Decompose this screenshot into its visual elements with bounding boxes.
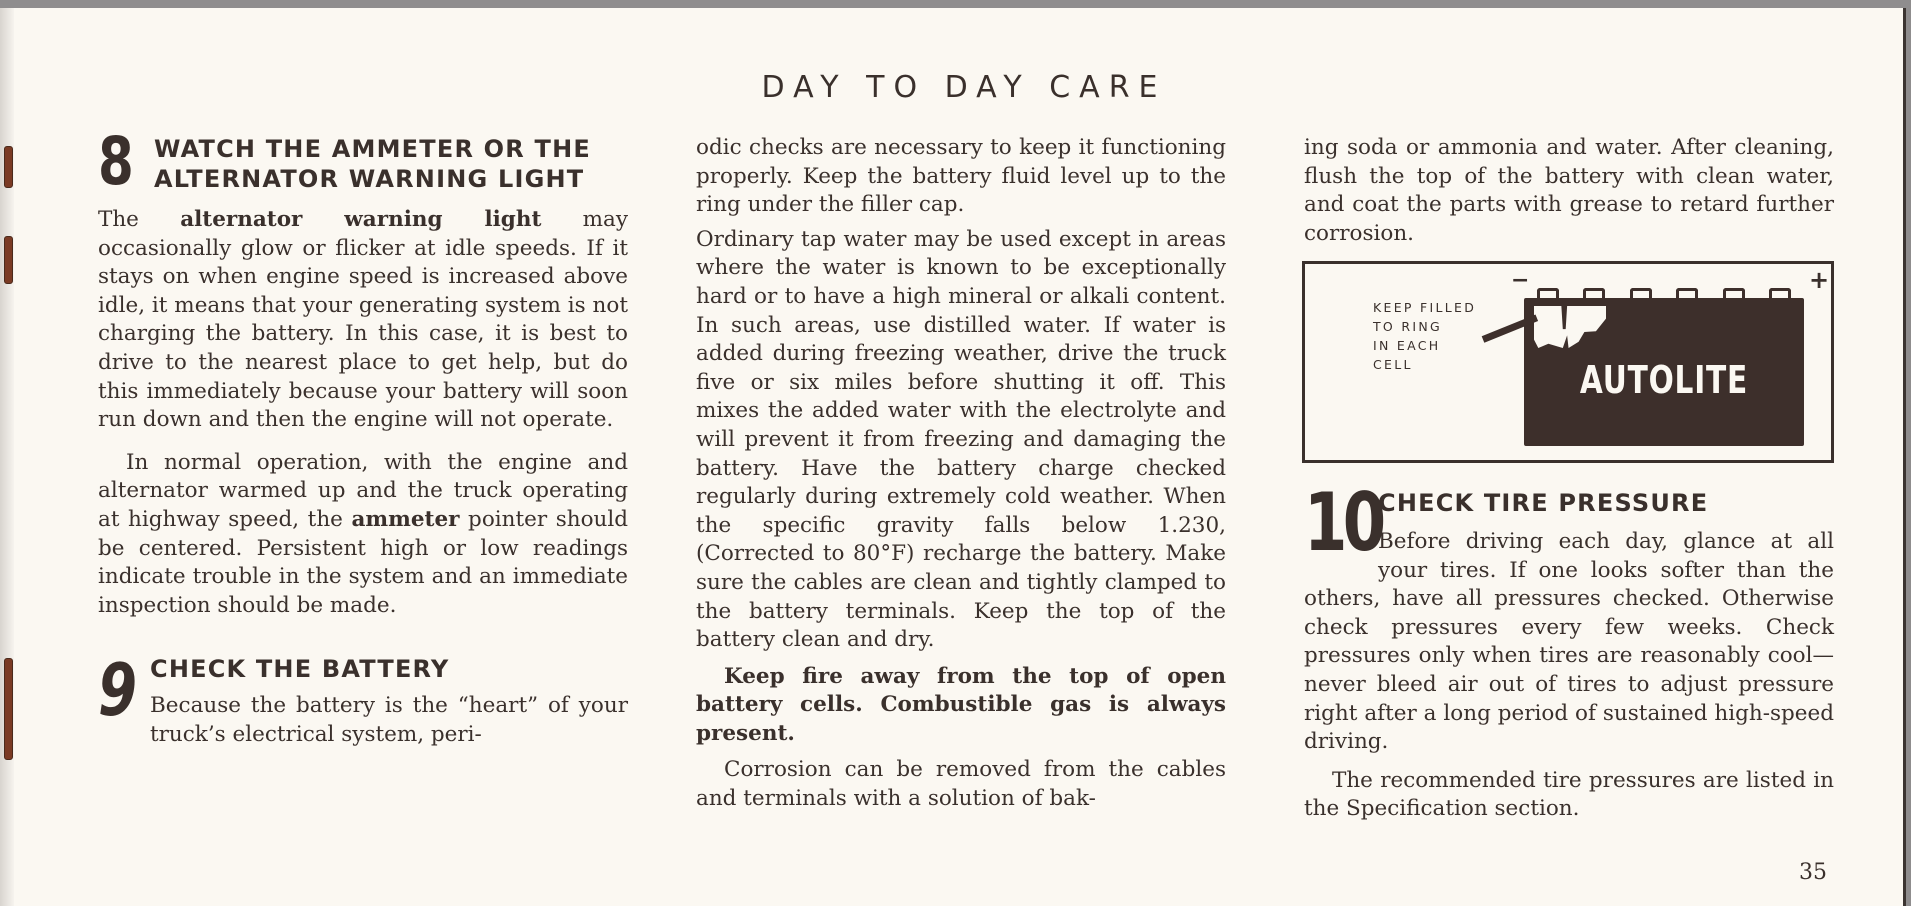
cell-cap-icon — [1723, 288, 1745, 298]
cell-cap-icon — [1583, 288, 1605, 298]
binding-staple — [4, 236, 13, 284]
paragraph: Ordinary tap water may be used except in areas where the water is known to be exceptionally hard or to have a high mineral or alkali content. In such areas, use distilled water. If water is added during freezing weather, drive the truck five or six miles before shutting it off. This mixes the added water with the electrolyte and will prevent it from freezing and damaging the battery. Have the battery charge checked regularly during extremely cold weather. When the specific gravity falls below 1.230, (Corrected to 80°F) recharge the battery. Make sure the cables are clean and tightly clamped to the battery terminals. Keep the top of the battery clean and dry. — [696, 226, 1226, 653]
cell-cap-icon — [1537, 288, 1559, 298]
battery-illustration — [1302, 261, 1834, 463]
section-number: 8 — [98, 123, 134, 200]
section-number: 9 — [98, 648, 138, 733]
binding-staple — [4, 146, 13, 188]
battery-brand: AUTOLITE — [1579, 358, 1749, 402]
section-title: ALTERNATOR WARNING LIGHT — [154, 165, 585, 193]
cell-cap-icon — [1676, 288, 1698, 298]
section-9-heading — [98, 648, 628, 749]
cell-cap-icon — [1769, 288, 1791, 298]
cell-cap-icon — [1630, 288, 1652, 298]
running-head: DAY TO DAY CARE — [761, 70, 1167, 105]
binding-staple — [4, 658, 13, 760]
column-middle — [696, 134, 1226, 814]
section-8-heading — [98, 123, 628, 200]
paragraph: Before driving each day, glance at all your tires. If one looks softer than the others, have all pressures checked. Otherwise check pressures every few weeks. Check pressures only when tires are reasonably cool—never bleed air out of tires to adjust pressure right after a long period of sustained high-speed driving. — [1304, 529, 1834, 755]
paragraph: odic checks are necessary to keep it functioning properly. Keep the battery fluid level up to the ring under the filler cap. — [696, 135, 1226, 218]
column-left — [98, 123, 629, 750]
paragraph: The recommended tire pressures are listed in the Specification section. — [1304, 767, 1834, 822]
section-title: WATCH THE AMMETER OR THE — [154, 135, 591, 163]
battery-body — [1524, 298, 1804, 446]
positive-terminal-icon: + — [1809, 266, 1830, 294]
paragraph: Corrosion can be removed from the cables and terminals with a solution of bak- — [696, 757, 1226, 812]
paragraph: The alternator warning light may occasionally glow or flicker at idle speeds. If it stays on when engine speed is increased above idle, it means that your generating system is not charging the battery. In this case, it is best to drive to the nearest place to get help, but do this immediately because your battery will soon run down and then the engine will not operate. — [98, 207, 629, 433]
section-10 — [1304, 476, 1834, 824]
page-number: 35 — [1799, 860, 1827, 885]
manual-page — [0, 8, 1906, 906]
negative-terminal-icon: − — [1511, 268, 1530, 293]
section-10-block — [1304, 476, 1834, 824]
paragraph: ing soda or ammonia and water. After cleaning, flush the top of the battery with clean water, and coat the parts with grease to retard further corrosion. — [1304, 135, 1834, 246]
paragraph: Because the battery is the “heart” of your truck’s electrical system, peri- — [150, 693, 628, 747]
paragraph: In normal operation, with the engine and alternator warmed up and the truck operating at highway speed, the ammeter pointer should be centered. Persistent high or low readings indicate trouble in the system and an immediate inspection should be made. — [98, 449, 628, 618]
battery-warning: Keep fire away from the top of open battery cells. Combustible gas is always present. — [696, 663, 1226, 746]
section-title: CHECK THE BATTERY — [150, 655, 450, 684]
section-number: 10 — [1304, 476, 1382, 569]
figure-caption: KEEP FILLED TO RING IN EACH CELL — [1373, 300, 1477, 372]
section-title: CHECK TIRE PRESSURE — [1378, 489, 1709, 517]
column-right — [1304, 134, 1834, 248]
